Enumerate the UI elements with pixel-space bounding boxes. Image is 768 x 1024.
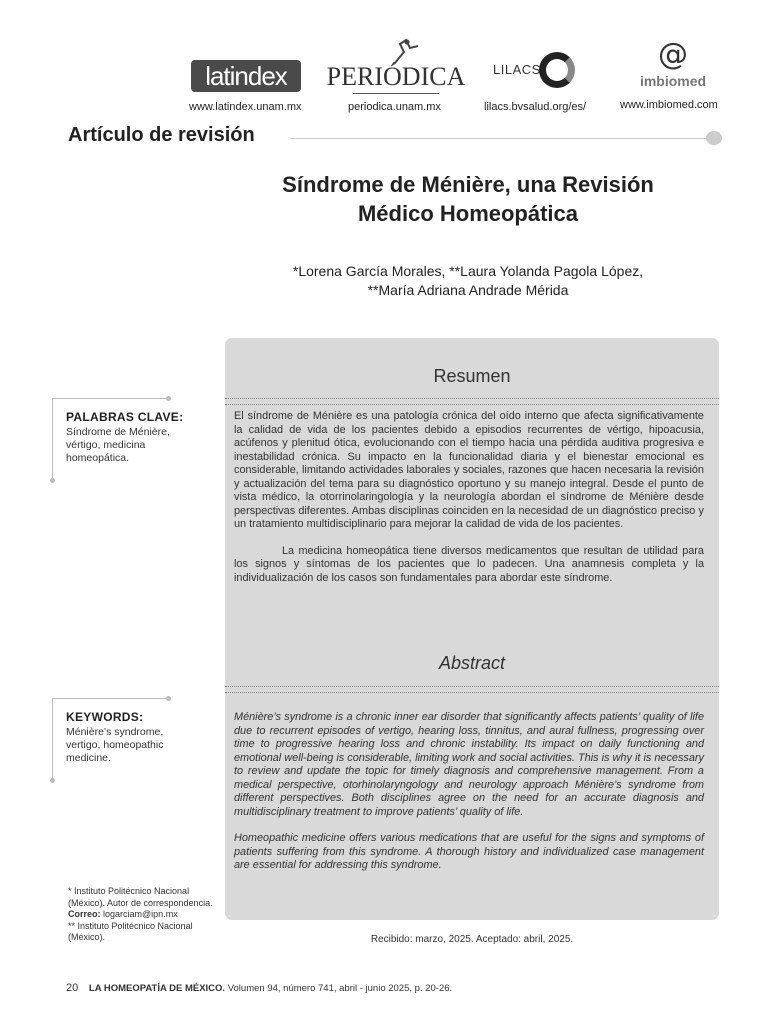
section-dot [706,131,722,145]
resumen-paragraph-2: La medicina homeopática tiene diversos medicamentos que resultan de utilidad para los signos y síntomas de los pacientes que lo padecen. Una anamnesis completa y la individualización de los casos son fundamentales para abordar este síndrome. [234,544,704,584]
imbiomed-url: www.imbiomed.com [620,99,718,111]
authors-line-1: *Lorena García Morales, **Laura Yolanda Pagola López, [292,263,644,279]
lilacs-url: lilacs.bvsalud.org/es/ [484,101,587,113]
resumen-divider-top [225,398,719,399]
resumen-body [234,410,704,585]
abstract-divider-bottom [225,692,719,693]
resumen-paragraph-1: El síndrome de Ménière es una patología crónica del oído interno que afecta significativamente la calidad de vida de los pacientes debido a episodios recurrentes de vértigo, hipoacusia, acúfenos y plenitud ótica, evolucionando con el tiempo hacia una pérdida auditiva progresiva e inestabilidad crónica. Su impacto en la funcionalidad diaria y el bienestar emocional es considerable, limitando actividades laborales y sociales, razones que hacen necesaria la revisión y actualización del tema para su diagnóstico oportuno y su manejo integral. Desde el punto de vista médico, la otorrinolaringología y la neurología abordan el síndrome de Ménière desde perspectivas diferentes. Ambas disciplinas coinciden en la necesidad de un diagnóstico preciso y un tratamiento multidisciplinario para mejorar la calidad de vida de los pacientes. [234,410,704,530]
imbiomed-logo [633,28,713,98]
footnote-email[interactable]: logarciam@ipn.mx [103,909,178,919]
footer-journal: LA HOMEOPATÍA DE MÉXICO. [88,983,226,994]
periodica-figure-icon [390,38,420,66]
keywords-es-list: Síndrome de Ménière, vértigo, medicina homeopática. [66,426,170,464]
periodica-underline [353,93,439,94]
page-footer [66,982,452,994]
periodica-logo [326,38,466,94]
authors [228,262,708,300]
keywords-es-title: PALABRAS CLAVE: [66,410,184,424]
lilacs-logo-text: LILACS [493,62,541,77]
latindex-logo [191,60,301,92]
periodica-logo-text: PERIÓDICA [326,62,466,91]
resumen-divider-bottom [225,404,719,405]
periodica-url: periodica.unam.mx [348,101,441,113]
imbiomed-mark-icon: @ [658,37,688,72]
received-dates: Recibido: marzo, 2025. Aceptado: abril, 2025. [370,934,574,945]
imbiomed-logo-text: imbiomed [639,73,707,89]
keywords-en-list: Ménière’s syndrome, vertigo, homeopathic medicine. [66,726,164,764]
resumen-heading: Resumen [433,366,511,386]
footnote-email-label: Correo: [68,909,101,919]
section-label: Artículo de revisión [68,124,255,146]
section-divider [290,138,708,139]
authors-line-2: **María Adriana Andrade Mérida [367,282,569,298]
footnote-affiliation-2: ** Instituto Politécnico Nacional (México). [68,920,193,942]
abstract-divider-top [225,686,719,687]
article-title [228,170,708,228]
lilacs-ring-icon [539,52,575,88]
abstract-paragraph-1: Ménière’s syndrome is a chronic inner ear disorder that significantly affects patients’ quality of life due to recurrent episodes of vertigo, hearing loss, tinnitus, and aural fullness, progressing over time to progressive hearing loss and chronic instability. Its impact on daily functioning and emotional well-being is considerable, limiting work and social activities. This is why it is necessary to review and update the topic for timely diagnosis and comprehensive management. From a medical perspective, otorhinolaryngology and neurology approach Ménière’s syndrome from different perspectives. Both disciplines agree on the need for an accurate diagnosis and multidisciplinary treatment to improve patients’ quality of life. [234,711,704,818]
keywords-en-title: KEYWORDS: [66,710,144,724]
abstract-body [234,711,704,873]
latindex-url: www.latindex.unam.mx [189,101,302,113]
abstract-paragraph-2: Homeopathic medicine offers various medications that are useful for the signs and symptoms of patients suffering from this syndrome. A thorough history and individualized case management are essential for addressing this syndrome. [234,832,704,871]
author-footnotes [68,886,218,944]
abstract-heading: Abstract [438,653,506,673]
footnote-affiliation-1: * Instituto Politécnico Nacional (México). Autor de correspondencia. [68,886,213,908]
article-title-line-1: Síndrome de Ménière, una Revisión [282,172,654,197]
page-number: 20 [66,982,79,994]
footer-citation: Volumen 94, número 741, abril - junio 2025, p. 20-26. [227,983,453,994]
article-title-line-2: Médico Homeopática [357,201,579,226]
lilacs-logo [493,48,585,96]
latindex-logo-text: latindex [205,60,287,91]
